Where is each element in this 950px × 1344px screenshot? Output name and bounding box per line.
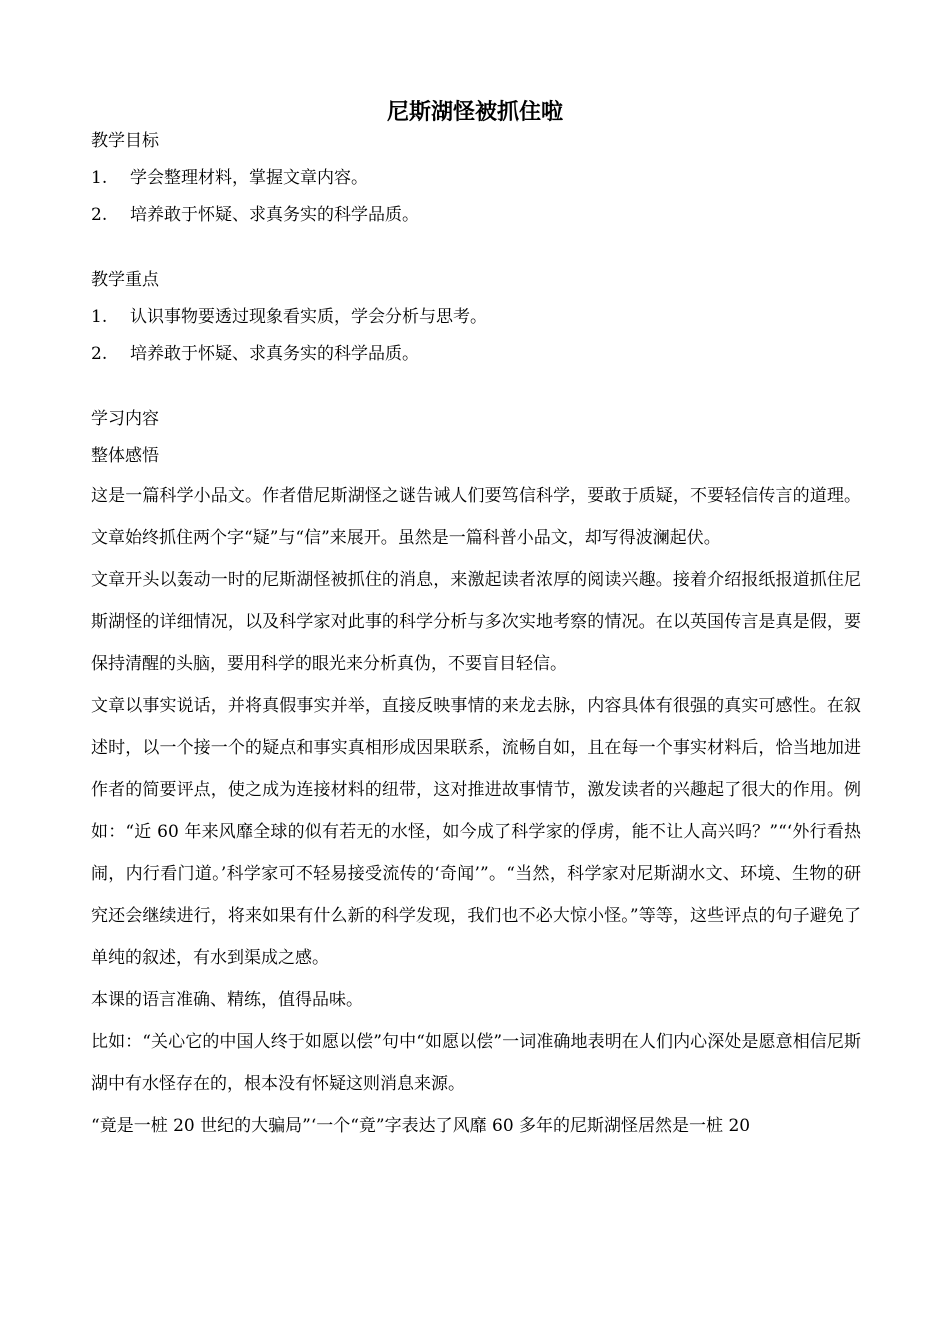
list-text: 培养敢于怀疑、求真务实的科学品质。 — [130, 205, 419, 225]
objective-item — [91, 160, 861, 197]
list-number: 2. — [91, 344, 108, 364]
body-paragraph: 这是一篇科学小品文。作者借尼斯湖怪之谜告诫人们要笃信科学，要敢于质疑，不要轻信传言的道理。文章始终抓住两个字“疑”与“信”来展开。虽然是一篇科普小品文，却写得波澜起伏。 — [91, 486, 861, 548]
content-heading: 学习内容 — [91, 409, 159, 429]
list-number: 1. — [91, 168, 108, 188]
objective-item — [91, 197, 861, 234]
body-paragraph: 本课的语言准确、精练，值得品味。 — [91, 990, 363, 1010]
key-point-item — [91, 336, 861, 373]
list-number: 2. — [91, 205, 108, 225]
body-paragraph: “竟是一桩 20 世纪的大骗局”‘一个“竟”字表达了风靡 60 多年的尼斯湖怪居然是一桩 20 — [91, 1116, 751, 1136]
document-title: 尼斯湖怪被抓住啦 — [386, 100, 563, 125]
content-subheading: 整体感悟 — [91, 446, 159, 466]
objectives-heading: 教学目标 — [91, 131, 159, 151]
body-paragraph: 比如：“关心它的中国人终于如愿以偿”句中“如愿以偿”一词准确地表明在人们内心深处是愿意相信尼斯湖中有水怪存在的，根本没有怀疑这则消息来源。 — [91, 1032, 861, 1094]
key-point-item — [91, 299, 861, 336]
key-points-heading: 教学重点 — [91, 270, 159, 290]
list-text: 学会整理材料，掌握文章内容。 — [130, 168, 368, 188]
list-text: 认识事物要透过现象看实质，学会分析与思考。 — [130, 307, 487, 327]
list-text: 培养敢于怀疑、求真务实的科学品质。 — [130, 344, 419, 364]
document-body — [91, 123, 861, 1147]
list-number: 1. — [91, 307, 108, 327]
body-paragraph: 文章开头以轰动一时的尼斯湖怪被抓住的消息，来激起读者浓厚的阅读兴趣。接着介绍报纸报道抓住尼斯湖怪的详细情况，以及科学家对此事的科学分析与多次实地考察的情况。在以英国传言是真是假，要保持清醒的头脑，要用科学的眼光来分析真伪，不要盲目轻信。 — [91, 570, 861, 674]
body-paragraph: 文章以事实说话，并将真假事实并举，直接反映事情的来龙去脉，内容具体有很强的真实可感性。在叙述时，以一个接一个的疑点和事实真相形成因果联系，流畅自如，且在每一个事实材料后，恰当地加进作者的简要评点，使之成为连接材料的纽带，这对推进故事情节，激发读者的兴趣起了很大的作用。例如：“近 60 年来风靡全球的似有若无的水怪，如今成了科学家的俘虏，能不让人高兴吗？”“‘外行看热闹，内行看门道。’科学家可不轻易接受流传的‘奇闻’”。“当然，科学家对尼斯湖水文、环境、生物的研究还会继续进行，将来如果有什么新的科学发现，我们也不必大惊小怪。”等等，这些评点的句子避免了单纯的叙述，有水到渠成之感。 — [91, 696, 861, 968]
